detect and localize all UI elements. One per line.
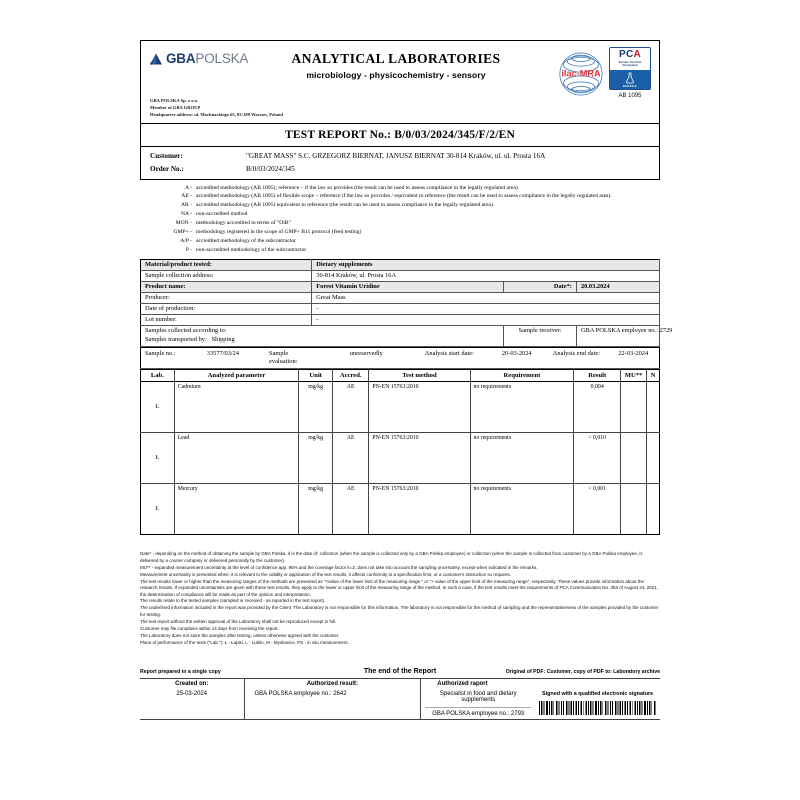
cell-parameter: Cadmium [174, 382, 299, 433]
column-header-n: N [646, 370, 659, 382]
created-on-value: 25-03-2024 [140, 689, 244, 720]
legend-key: A - [185, 184, 192, 191]
producer-value: Great Mass [312, 292, 660, 303]
legend-key: P - [185, 246, 192, 253]
production-date-value: - [312, 303, 660, 314]
production-date-label: Date of production: [141, 303, 312, 314]
cell-method: PN-EN 15763:2010 [369, 433, 470, 484]
brand-bold: GBA [166, 51, 196, 66]
footnote: The test results lower or higher than the measuring ranges of the methods are presented as "<value of the lower limit of the measuring range " or "> value of the upper limit of the measuring range", respectively. These values provide information about the research results. If expanded uncertainties are given with these test results, they apply to the lower or upper limit of the measuring range of the method. In such a case, if the test results meet the requirements of PCA Communication No. 353 of August 24, 2021, the determination of compliance will be made as part of the opinion and interpretation. [140, 578, 659, 597]
cell-method: PN-EN 15763:2010 [369, 382, 470, 433]
cell-method: PN-EN 15763:2010 [369, 484, 470, 535]
table-row [141, 292, 660, 303]
column-header-parameter: Analyzed parameter [174, 370, 299, 382]
cell-result: 0,004 [574, 382, 621, 433]
cell-unit: mg/kg [299, 433, 333, 484]
legend-key: AE - [181, 193, 192, 200]
legend-item [140, 201, 654, 209]
footnote: The test report without the written approval of the Laboratory shall not be reproduced except in full. [140, 618, 337, 624]
cell-accred: AE [333, 382, 369, 433]
cell-accred: AE [333, 484, 369, 535]
product-name-value: Forest Vitamin Uridine [312, 281, 504, 292]
table-row [141, 314, 660, 325]
analysis-end-label: Analysis end date: [545, 348, 607, 369]
legend-item [140, 237, 654, 245]
date-value: 20.03.2024 [576, 281, 659, 292]
footnote: Customer may file complains within 14 days from receiving the report. [140, 625, 279, 631]
lot-label: Lot number: [141, 314, 312, 325]
customer-row [141, 150, 659, 163]
legend-item [140, 228, 654, 236]
lot-value: - [312, 314, 660, 325]
collection-address-label: Sample collection address: [141, 270, 312, 281]
analysis-end-value: 22-03-2024 [608, 348, 660, 369]
signoff-table [140, 678, 660, 720]
cell-requirement: no requirements [470, 382, 574, 433]
footer-note-row [140, 668, 660, 675]
legend-text: methodology accredited in terms of "OiB" [196, 220, 291, 227]
ilac-mra-icon [558, 51, 604, 97]
ilac-mra-text: ilac-MRA [561, 68, 601, 79]
gba-polska-logo [150, 52, 248, 66]
authorized-result-value: GBA POLSKA employee no.: 2642 [244, 689, 421, 720]
results-table [140, 369, 660, 535]
table-row [141, 259, 660, 270]
sample-no-label: Sample no.: [141, 348, 203, 369]
column-header-requirement: Requirement [470, 370, 574, 382]
legend-key: AR - [180, 202, 192, 209]
authorizer-employee: GBA POLSKA employee no.: 2793 [432, 711, 525, 718]
order-value: B/0/03/2024/345 [246, 164, 295, 173]
legend-text: methodology registered in the scope of GMP+ B11 protocol (feed testing) [196, 229, 362, 236]
table-row [141, 325, 660, 346]
signoff-header-row [140, 679, 660, 690]
legend-text: accredited methodology (AB 1095) of flexible scope – reference if the law so provides / equivalent to reference (the result can be used to assess compliance in the legally regulated area). [196, 193, 612, 200]
signature-note: Signed with a qualified electronic signature [542, 691, 654, 698]
sample-no-value: 33577/03/24 [203, 348, 265, 369]
pca-acronym-a: A [633, 49, 642, 60]
cell-n [646, 484, 659, 535]
column-header-result: Result [574, 370, 621, 382]
order-label: Order No.: [150, 164, 184, 173]
gba-triangle-icon [150, 53, 163, 65]
legend-item [140, 184, 654, 192]
producer-label: Producer: [141, 292, 312, 303]
cell-n [646, 382, 659, 433]
order-row [141, 163, 659, 176]
results-header-row [141, 370, 660, 382]
signature-barcode [539, 701, 656, 715]
legend-text: non-accredited methodology of the subcontractor [196, 246, 307, 253]
table-row [141, 270, 660, 281]
report-sheet [140, 40, 673, 770]
legend-text: accredited methodology (AB 1095); reference – if the law so provides (the result can be used to assess compliance in the legally regulated area). [196, 184, 520, 191]
authorizer-role: Specialist in food and dietary supplements [425, 691, 531, 708]
end-of-report-note: The end of the Report [363, 668, 437, 676]
customer-label: Customer: [150, 152, 183, 160]
cell-lab: Ł [141, 484, 175, 535]
sample-analysis-dates-table [140, 347, 660, 369]
customer-block [140, 147, 660, 180]
cell-unit: mg/kg [299, 382, 333, 433]
transported-value: Shipping [211, 335, 235, 343]
lab-title: ANALYTICAL LABORATORIES [291, 51, 501, 66]
document-header [140, 40, 660, 124]
cell-requirement: no requirements [470, 433, 574, 484]
pca-scope-band [610, 70, 650, 89]
table-row [141, 348, 660, 369]
product-name-label: Product name: [141, 281, 312, 292]
legend-key: A/P - [180, 237, 192, 244]
created-on-label: Created on: [140, 679, 244, 690]
accreditation-logos [558, 47, 651, 99]
footnote: Measurement uncertainty is presented when: it is relevant to the validity or application of the test results, it affects conformity to a specification limit, or a customer's instruction so requires. [140, 571, 511, 577]
footnote: MU** - expanded measurement uncertainty at the level of confidence app. 95% and the coverage factor k=2, does not take into account the sampling uncertainty, except when indicated in the remarks. [140, 564, 538, 570]
cell-parameter: Mercury [174, 484, 299, 535]
footnote: The underlined information included in the report was provided by the Client. The Laboratory is not responsible for this information. The laboratory is not responsible for the method of sampling and the representativeness of the samples provided by the customer for testing. [140, 605, 659, 617]
legend-item [140, 219, 654, 227]
legend-key: MON - [175, 220, 192, 227]
brand-light: POLSKA [195, 51, 249, 66]
sample-info-table [140, 259, 673, 347]
transport-line [145, 336, 499, 345]
company-group: Member of GBA GROUP [150, 105, 201, 111]
pca-scope-label: BADANIA [622, 84, 638, 88]
analysis-start-label: Analysis start date: [410, 348, 488, 369]
pca-accreditation-block [609, 47, 651, 99]
cell-mu [621, 433, 647, 484]
cell-result: < 0,010 [574, 433, 621, 484]
cell-mu [621, 484, 647, 535]
table-row [141, 433, 660, 484]
date-label: Date*: [504, 281, 577, 292]
column-header-unit: Unit [299, 370, 333, 382]
collected-according-label: Samples collected according to: [145, 327, 227, 335]
table-row [141, 281, 660, 292]
report-title: TEST REPORT No.: B/0/03/2024/345/F/2/EN [140, 124, 660, 147]
methodology-legend [140, 180, 660, 259]
receiver-label: Sample receiver: [504, 325, 577, 346]
header-titles [266, 51, 526, 80]
pca-acronym-pc: PC [618, 49, 634, 60]
cell-result: < 0,001 [574, 484, 621, 535]
flask-icon [624, 72, 636, 84]
column-header-method: Test method [369, 370, 470, 382]
customer-value: "GREAT MASS" S.C. GRZEGORZ BIERNAT, JANUSZ BIERNAT 30-814 Kraków, ul. ul. Prosta 16A [246, 152, 546, 160]
column-header-mu: MU** [621, 370, 647, 382]
company-name: GBA POLSKA Sp. z o.o. [150, 98, 199, 103]
footnote: The Laboratory does not store the samples after testing, unless otherwise agreed with the customer. [140, 632, 340, 638]
signoff-value-row [140, 689, 660, 720]
cell-unit: mg/kg [299, 484, 333, 535]
table-row [141, 303, 660, 314]
cell-accred: AE [333, 433, 369, 484]
cell-mu [621, 382, 647, 433]
pca-acronym [612, 50, 648, 60]
material-label: Material/product tested: [141, 259, 312, 270]
pca-logo [609, 47, 651, 90]
authorized-report-label: Authorized raport [437, 681, 488, 688]
cell-requirement: no requirements [470, 484, 574, 535]
column-header-accred: Accred. [333, 370, 369, 382]
legend-item [140, 246, 654, 254]
cell-n [646, 433, 659, 484]
authorized-result-label: Authorized result: [244, 679, 421, 690]
legend-text: non-accredited method [196, 211, 248, 218]
legend-item [140, 192, 654, 200]
analysis-start-value: 20-03-2024 [488, 348, 545, 369]
receiver-value: GBA POLSKA employee no.: 2729 [576, 325, 659, 346]
footnote: Place of performance of the tests ("Lab."): Ł - Łajski, L - Lublin, M - Mysłowice, PS - in situ measurement. [140, 639, 349, 645]
electronic-signature-cell [535, 689, 660, 720]
table-row [141, 382, 660, 433]
cell-parameter: Lead [174, 433, 299, 484]
lab-subtitle: microbiology - physicochemistry - sensory [306, 70, 486, 80]
cell-lab: Ł [141, 382, 175, 433]
footnote: Date* - depending on the method of obtaining the sample by GBA Polska, it is the date of: collection (when the sample is collected only by a GBA Polska employee) or collection (when the sample is collected from customer by a GBA Polska employee, is delivered by a courier company or delivered personally by the customer). [140, 551, 643, 563]
cell-lab: Ł [141, 433, 175, 484]
collection-address-value: 30-814 Kraków, ul. Prosta 16A [312, 270, 660, 281]
legend-text: accredited methodology of the subcontractor [196, 237, 297, 244]
copy-note: Report prepared in a single copy [140, 669, 221, 676]
original-pdf-note: Original of PDF: Customer, copy of PDF to: Laboratory archive [505, 669, 660, 676]
legend-item [140, 210, 654, 218]
transported-label: Samples transported by: [145, 335, 207, 343]
evaluation-value: unreservedly [322, 348, 410, 369]
column-header-lab: Lab. [141, 370, 175, 382]
accreditation-number: AB 1095 [618, 92, 642, 99]
table-row [141, 484, 660, 535]
gba-wordmark [166, 52, 248, 66]
legend-key: GMP+ - [173, 229, 192, 236]
footnote: The results relate to the tested samples (sampled or received - as reported in the test report). [140, 598, 326, 604]
collection-transport-cell [141, 325, 504, 346]
material-value: Dietary supplements [312, 259, 660, 270]
legend-key: NA - [180, 211, 192, 218]
company-address-block [150, 97, 283, 118]
footnotes [140, 551, 660, 646]
company-address: Headquarter address: ul. Mochnackiego 65, 03-289 Warsaw, Poland [150, 112, 283, 118]
pca-subtitle: Polskie Centrum Akredytacji [618, 61, 642, 68]
evaluation-label: Sample evaluation: [265, 348, 322, 369]
legend-text: accredited methodology (AB 1095) equivalent to reference (the result can be used to assess compliance in the legally regulated area). [196, 202, 495, 209]
authorized-report-details [421, 689, 535, 720]
